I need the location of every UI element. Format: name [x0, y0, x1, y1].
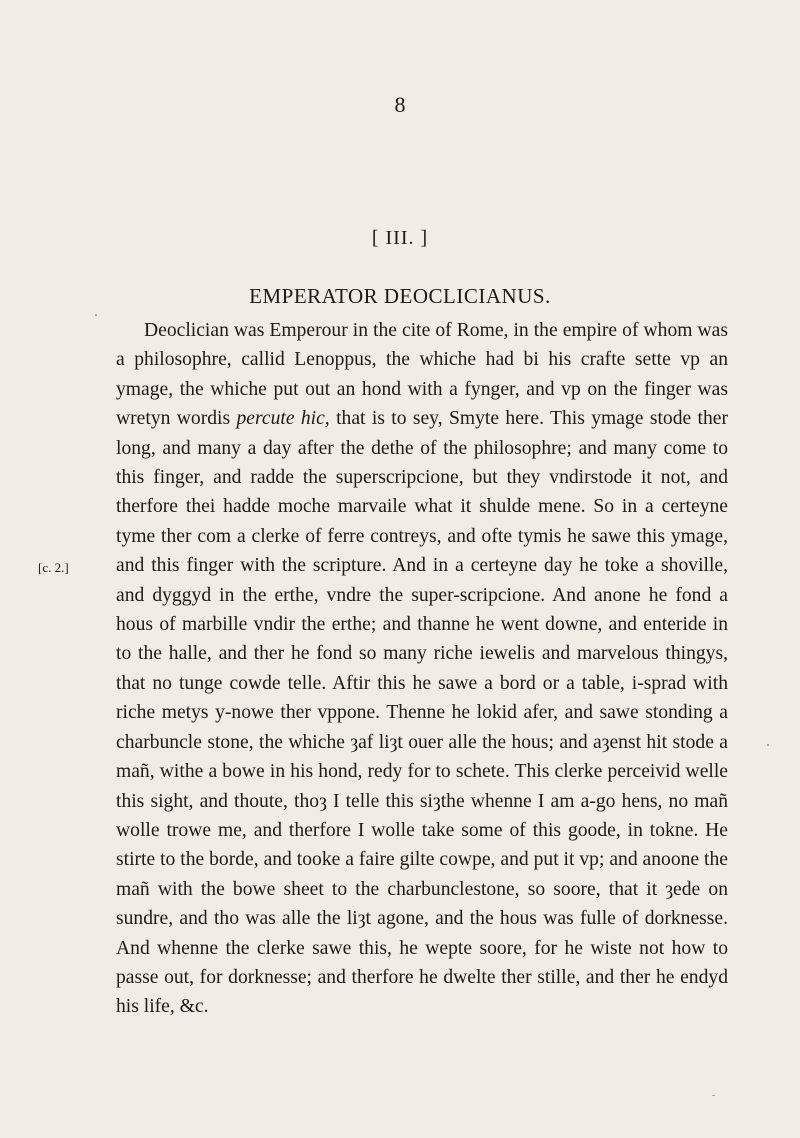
body-text [116, 316, 728, 1022]
paper-speck [767, 744, 769, 746]
body-text-part-2: that is to sey, Smyte here. This ymage stode ther long, and many a day after the dethe of the philosophre; and many come to this finger, and radde the superscripcione, but they vndirstode it not, and therfore thei hadde moche marvaile what it shulde mene. So in a certeyne tyme ther com a clerke of ferre contreys, and ofte tymis he sawe this ymage, and this finger with the scripture. And in a certeyne day he toke a shoville, and dyggyd in the erthe, vndre the super-scripcione. And anone he fond a hous of marbille vndir the erthe; and thanne he went downe, and enteride in to the halle, and ther he fond so many riche iewelis and marvelous thingys, that no tunge cowde telle. Aftir this he sawe a bord or a table, i-sprad with riche metys y-nowe ther vppone. Thenne he lokid afer, and sawe stonding a charbuncle stone, the whiche ȝaf liȝt ouer alle the hous; and aȝenst hit stode a mañ, withe a bowe in his hond, redy for to schete. This clerke perceivid welle this sight, and thoute, thoȝ I telle this siȝthe whenne I am a-go hens, no mañ wolle trowe me, and therfore I wolle take some of this goode, in tokne. He stirte to the borde, and tooke a faire gilte cowpe, and put it vp; and anoone the mañ with the bowe sheet to the charbunclestone, so soore, that it ȝede on sundre, and tho was alle the liȝt agone, and the hous was fulle of dorknesse. And whenne the clerke sawe this, he wepte soore, for he wiste not how to passe out, for dorknesse; and therfore he dwelte ther stille, and ther he endyd his life, &c. [116, 408, 729, 1018]
latin-phrase: percute hic, [236, 408, 330, 430]
body-paragraph [116, 316, 728, 1022]
margin-note: [c. 2.] [38, 560, 69, 575]
section-marker: [ III. ] [371, 227, 429, 249]
paper-speck [95, 314, 97, 316]
page-number: 8 [394, 92, 406, 117]
paper-speck [712, 1095, 715, 1096]
body-text-part-1: Deoclician was Emperour in the cite of Rome, in the empire of whom was a philosophre, callid Lenoppus, the whiche had bi his crafte sette vp an ymage, the whiche put out an hond with a fynger, and vp on the finger was wretyn wordis [116, 320, 728, 430]
chapter-title: EMPERATOR DEOCLICIANUS. [249, 284, 551, 308]
